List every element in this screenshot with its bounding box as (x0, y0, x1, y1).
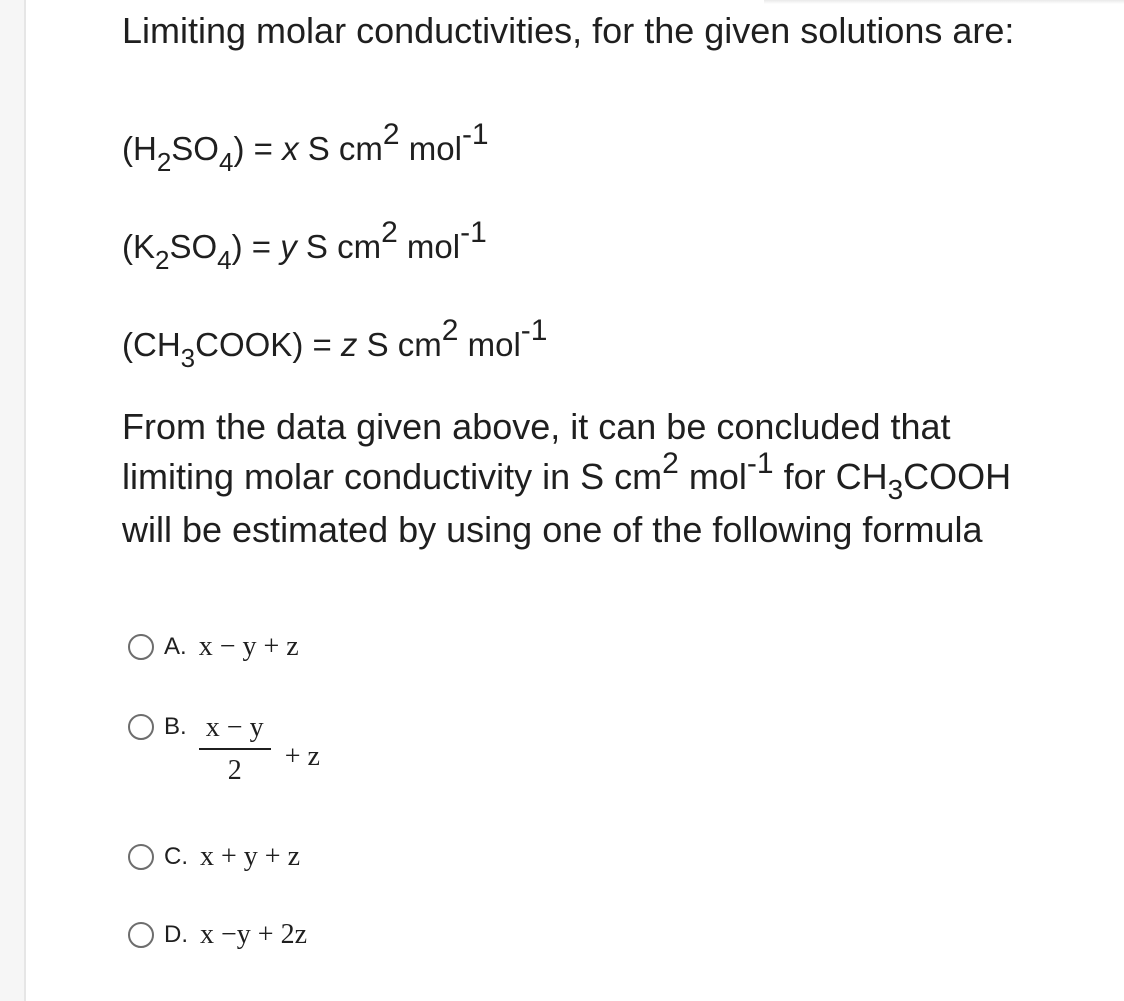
option-b[interactable] (128, 712, 320, 786)
option-a-letter: A. (164, 633, 187, 660)
equation-h2so4: $(H_2SO_4) = x$ S cm2 mol-1 (122, 118, 489, 177)
option-b-tail: + z (284, 741, 320, 772)
question-intro: Limiting molar conductivities, for the given solutions are: (122, 10, 1015, 51)
option-a[interactable] (128, 632, 299, 662)
option-b-denominator: 2 (227, 755, 242, 786)
option-c[interactable] (128, 842, 300, 872)
option-c-expression: x + y + z (200, 841, 301, 872)
option-b-fraction (199, 712, 271, 786)
radio-c[interactable] (128, 844, 154, 870)
option-d-letter: D. (164, 921, 188, 948)
left-border (0, 0, 26, 1001)
radio-d[interactable] (128, 922, 154, 948)
radio-a[interactable] (128, 634, 154, 660)
top-shadow (764, 0, 1124, 4)
option-c-letter: C. (164, 843, 188, 870)
radio-b[interactable] (128, 714, 154, 740)
option-d[interactable] (128, 920, 307, 950)
equation-k2so4: $(K_2SO_4) = y$ S cm2 mol-1 (122, 216, 487, 275)
option-b-letter: B. (164, 713, 187, 740)
equation-ch3cook: $(CH_3COOK) = z$ S cm2 mol-1 (122, 314, 548, 373)
fraction-bar (199, 748, 271, 750)
option-d-expression: x −y + 2z (200, 919, 308, 950)
option-a-expression: x − y + z (198, 631, 299, 662)
question-conclusion: From the data given above, it can be concluded that limiting molar conductivity in S $cm^2$ mol$^{-1}$ for $CH_3COOH$ will be estimated by using one of the following formula (122, 406, 1012, 550)
option-b-numerator: x − y (205, 712, 264, 743)
